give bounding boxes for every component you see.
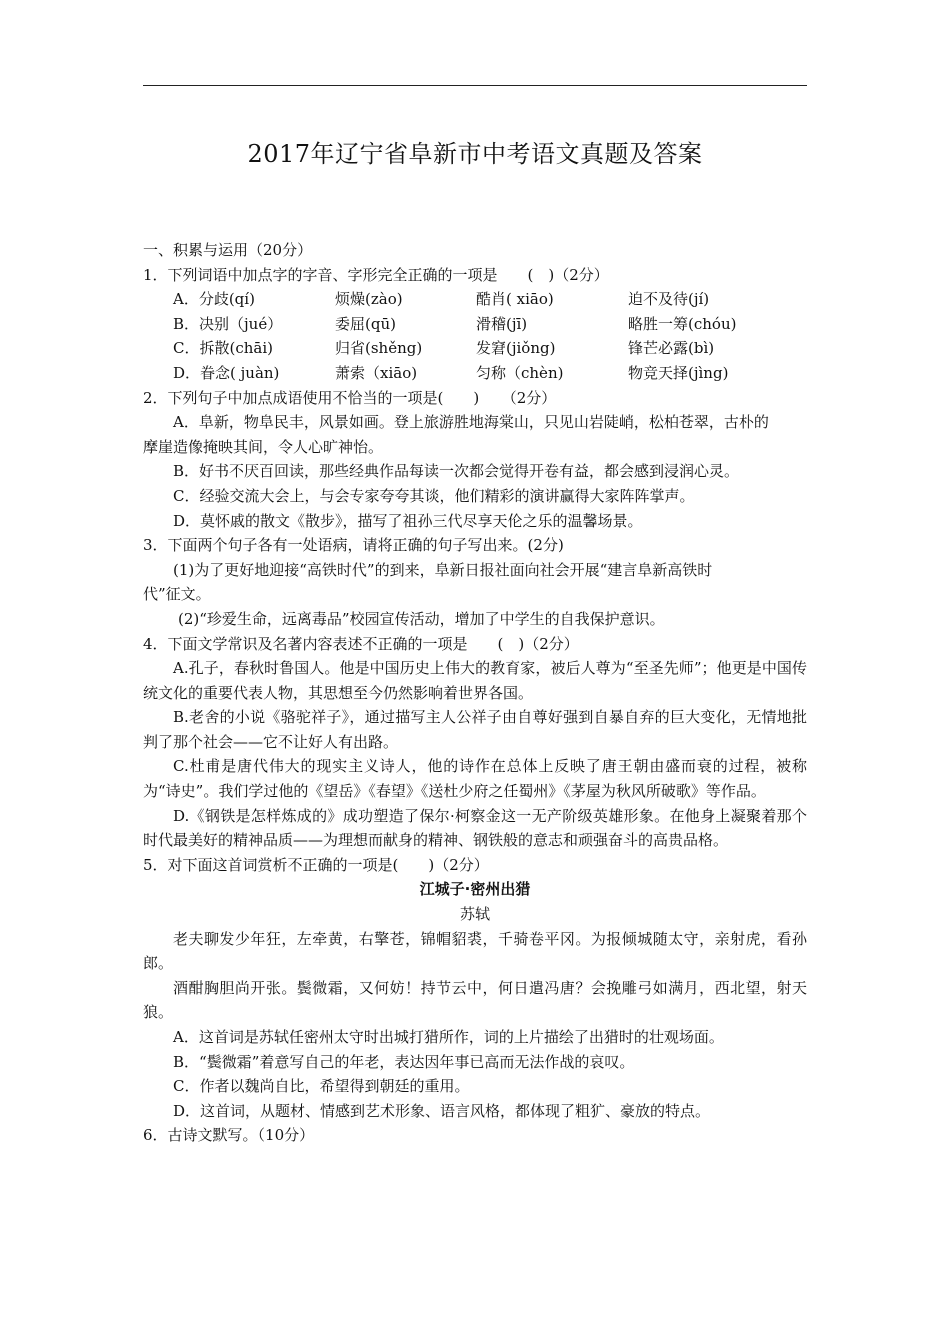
q4-option-c: C.杜甫是唐代伟大的现实主义诗人，他的诗作在总体上反映了唐王朝由盛而衰的过程，被称为“诗史”。我们学过他的《望岳》《春望》《送杜少府之任蜀州》《茅屋为秋风所破歌》等作品。 bbox=[143, 757, 807, 801]
q5-stem: 5．对下面这首词赏析不正确的一项是( )（2分） bbox=[143, 855, 489, 874]
q1-a-item2: 烦燥(zào) bbox=[335, 290, 403, 309]
q1-a-item4: 迫不及待(jí) bbox=[628, 290, 710, 309]
q3-sentence1-line1: (1)为了更好地迎接“高铁时代”的到来，阜新日报社面向社会开展“建言阜新高铁时 bbox=[173, 560, 713, 579]
q1-c-item4: 锋芒必露(bì) bbox=[628, 339, 715, 358]
q2-option-a-line2: 摩崖造像掩映其间，令人心旷神怡。 bbox=[143, 437, 384, 456]
header-rule bbox=[143, 85, 807, 86]
q1-option-row-c bbox=[143, 336, 807, 361]
q2-option-b: B．好书不厌百回读，那些经典作品每读一次都会觉得开卷有益，都会感到浸润心灵。 bbox=[173, 462, 740, 481]
q1-option-row-a bbox=[143, 287, 807, 312]
q4-option-a: A.孔子，春秋时鲁国人。他是中国历史上伟大的教育家，被后人尊为“至圣先师”；他更是中国传统文化的重要代表人物，其思想至今仍然影响着世界各国。 bbox=[143, 659, 807, 702]
poem-author: 苏轼 bbox=[459, 905, 490, 924]
poem-title: 江城子·密州出猎 bbox=[419, 880, 531, 899]
document-body bbox=[143, 238, 807, 1148]
q1-stem: 1．下列词语中加点字的字音、字形完全正确的一项是 ( )（2分） bbox=[143, 265, 609, 284]
q1-a-item1: A．分歧(qí) bbox=[173, 290, 255, 309]
q5-option-b: B．“鬓微霜”着意写自己的年老，表达因年事已高而无法作战的哀叹。 bbox=[173, 1052, 635, 1071]
q1-c-item3: 发窘(jiǒng) bbox=[476, 339, 556, 358]
q4-stem: 4．下面文学常识及名著内容表述不正确的一项是 ( )（2分） bbox=[143, 634, 579, 653]
q2-option-a-line1: A．阜新，物阜民丰，风景如画。登上旅游胜地海棠山，只见山岩陡峭，松柏苍翠，古朴的 bbox=[173, 413, 769, 432]
q1-b-item3: 滑稽(jī) bbox=[476, 314, 528, 333]
q1-option-row-b bbox=[143, 312, 807, 337]
q2-stem: 2．下列句子中加点成语使用不恰当的一项是( ) （2分） bbox=[143, 388, 557, 407]
q1-b-item2: 委屈(qū) bbox=[335, 314, 396, 333]
section-heading: 一、积累与运用（20分） bbox=[143, 241, 313, 259]
q2-option-c: C．经验交流大会上，与会专家夸夸其谈，他们精彩的演讲赢得大家阵阵掌声。 bbox=[173, 486, 695, 505]
document-title: 2017年辽宁省阜新市中考语文真题及答案 bbox=[247, 140, 703, 168]
q1-option-row-d bbox=[143, 361, 807, 386]
q1-c-item1: C．拆散(chāi) bbox=[173, 339, 273, 358]
q5-option-a: A．这首词是苏轼任密州太守时出城打猎所作，词的上片描绘了出猎时的壮观场面。 bbox=[173, 1028, 724, 1046]
q1-b-item4: 略胜一筹(chóu) bbox=[628, 314, 737, 333]
q2-option-d: D．莫怀戚的散文《散步》，描写了祖孙三代尽享天伦之乐的温馨场景。 bbox=[173, 511, 643, 530]
q3-sentence1-line2: 代”征文。 bbox=[143, 585, 211, 604]
q1-b-item1: B．决别（jué） bbox=[173, 314, 283, 333]
q4-option-b: B.老舍的小说《骆驼祥子》，通过描写主人公祥子由自尊好强到自暴自弃的巨大变化，无情地批判了那个社会——它不让好人有出路。 bbox=[143, 708, 807, 751]
q1-d-item4: 物竞天择(jìng) bbox=[628, 363, 729, 382]
q1-d-item3: 匀称（chèn) bbox=[476, 363, 564, 382]
poem-stanza-2: 酒酣胸胆尚开张。鬓微霜，又何妨！持节云中，何日遣冯唐？会挽雕弓如满月，西北望，射天狼。 bbox=[143, 978, 807, 1022]
poem-stanza-1: 老夫聊发少年狂，左牵黄，右擎苍，锦帽貂裘，千骑卷平冈。为报倾城随太守，亲射虎，看孙郎。 bbox=[143, 929, 807, 973]
q3-stem: 3．下面两个句子各有一处语病，请将正确的句子写出来。(2分) bbox=[143, 536, 564, 555]
q4-option-d: D.《钢铁是怎样炼成的》成功塑造了保尔·柯察金这一无产阶级英雄形象。在他身上凝聚着那个时代最美好的精神品质——为理想而献身的精神、钢铁般的意志和顽强奋斗的高贵品格。 bbox=[143, 806, 807, 850]
q1-c-item2: 归省(shěng) bbox=[335, 339, 423, 358]
q5-option-c: C．作者以魏尚自比，希望得到朝廷的重用。 bbox=[173, 1077, 470, 1096]
q6-stem: 6．古诗文默写。（10分） bbox=[143, 1126, 315, 1145]
q1-d-item2: 萧索（xiāo) bbox=[335, 363, 418, 382]
q1-a-item3: 酷肖( xiāo) bbox=[476, 290, 554, 309]
q3-sentence2: (2)“珍爱生命，远离毒品”校园宣传活动，增加了中学生的自我保护意识。 bbox=[178, 609, 665, 628]
q5-option-d: D．这首词，从题材、情感到艺术形象、语言风格，都体现了粗犷、豪放的特点。 bbox=[173, 1101, 711, 1120]
q1-d-item1: D．眷念( juàn) bbox=[173, 363, 280, 382]
